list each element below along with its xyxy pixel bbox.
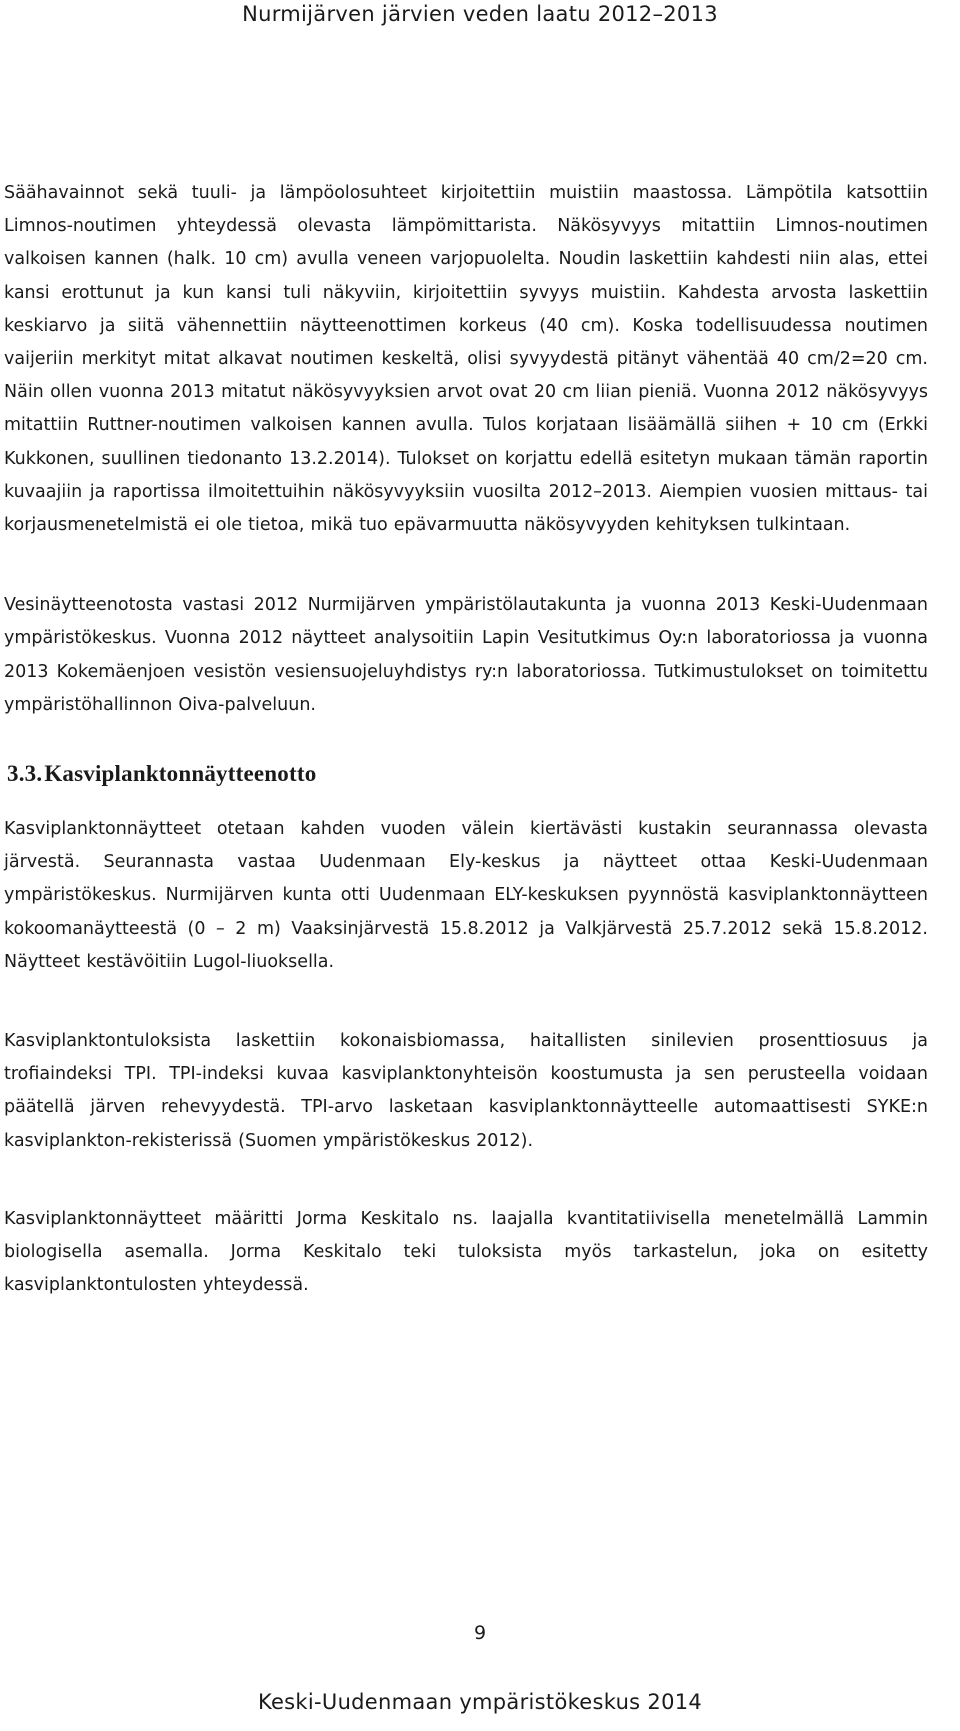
paragraph-water-sampling: Vesinäytteenotosta vastasi 2012 Nurmijärven ympäristölautakunta ja vuonna 2013 Keski-Uudenmaan ympäristökeskus. Vuonna 2012 näytteet analysoitiin Lapin Vesitutkimus Oy:n laboratoriossa ja vuonna 2013 Kokemäenjoen vesistön vesiensuojeluyhdistys ry:n laboratoriossa. Tutkimustulokset on toimitettu ympäristöhallinnon Oiva-palveluun. (4, 595, 928, 715)
section-title: Kasviplanktonnäytteenotto (44, 761, 317, 787)
document-body (4, 177, 928, 1302)
page-footer: Keski-Uudenmaan ympäristökeskus 2014 (257, 1690, 703, 1714)
paragraph-field-observations: Säähavainnot sekä tuuli- ja lämpöolosuhteet kirjoitettiin muistiin maastossa. Lämpötila katsottiin Limnos-noutimen yhteydessä olevasta lämpömittarista. Näkösyvyys mitattiin Limnos-noutimen valkoisen kannen (halk. 10 cm) avulla veneen varjopuolelta. Noudin laskettiin kahdesti niin alas, ettei kansi erottunut ja kun kansi tuli näkyviin, kirjoitettiin syvyys muistiin. Kahdesta arvosta laskettiin keskiarvo ja siitä vähennettiin näytteenottimen korkeus (40 cm). Koska todellisuudessa noutimen vaijeriin merkityt mitat alkavat noutimen keskeltä, olisi syvyydestä pitänyt vähentää 40 cm/2=20 cm. Näin ollen vuonna 2013 mitatut näkösyvyyksien arvot ovat 20 cm liian pieniä. Vuonna 2012 näkösyvyys mitattiin Ruttner-noutimen valkoisen kannen avulla. Tulos korjataan lisäämällä siihen + 10 cm (Erkki Kukkonen, suullinen tiedonanto 13.2.2014). Tulokset on korjattu edellä esitetyn mukaan tämän raportin kuvaajiin ja raportissa ilmoitettuihin näkösyvyyksiin vuosilta 2012–2013. Aiempien vuosien mittaus- tai korjausmenetelmistä ei ole tietoa, mikä tuo epävarmuutta näkösyvyyden kehityksen tulkintaan. (4, 183, 928, 536)
section-heading (4, 759, 928, 789)
page-number: 9 (473, 1622, 487, 1644)
paragraph-phytoplankton-sampling: Kasviplanktonnäytteet otetaan kahden vuoden välein kiertävästi kustakin seurannassa olevasta järvestä. Seurannasta vastaa Uudenmaan Ely-keskus ja näytteet ottaa Keski-Uudenmaan ympäristökeskus. Nurmijärven kunta otti Uudenmaan ELY-keskuksen pyynnöstä kasviplanktonnäytteen kokoomanäytteestä (0 – 2 m) Vaaksinjärvestä 15.8.2012 ja Valkjärvestä 25.7.2012 sekä 15.8.2012. Näytteet kestävöitiin Lugol-liuoksella. (4, 819, 928, 972)
page-header: Nurmijärven järvien veden laatu 2012–2013 (242, 2, 718, 26)
paragraph-phytoplankton-analysis: Kasviplanktonnäytteet määritti Jorma Keskitalo ns. laajalla kvantitatiivisella menetelmällä Lammin biologisella asemalla. Jorma Keskitalo teki tuloksista myös tarkastelun, joka on esitetty kasviplanktontulosten yhteydessä. (4, 1208, 928, 1296)
paragraph-phytoplankton-results: Kasviplanktontuloksista laskettiin kokonaisbiomassa, haitallisten sinilevien prosenttiosuus ja trofiaindeksi TPI. TPI-indeksi kuvaa kasviplanktonyhteisön koostumusta ja sen perusteella voidaan päätellä järven rehevyydestä. TPI-arvo lasketaan kasviplanktonnäytteelle automaattisesti SYKE:n kasviplankton-rekisterissä (Suomen ympäristökeskus 2012). (4, 1031, 928, 1151)
section-number: 3.3. (7, 761, 43, 787)
